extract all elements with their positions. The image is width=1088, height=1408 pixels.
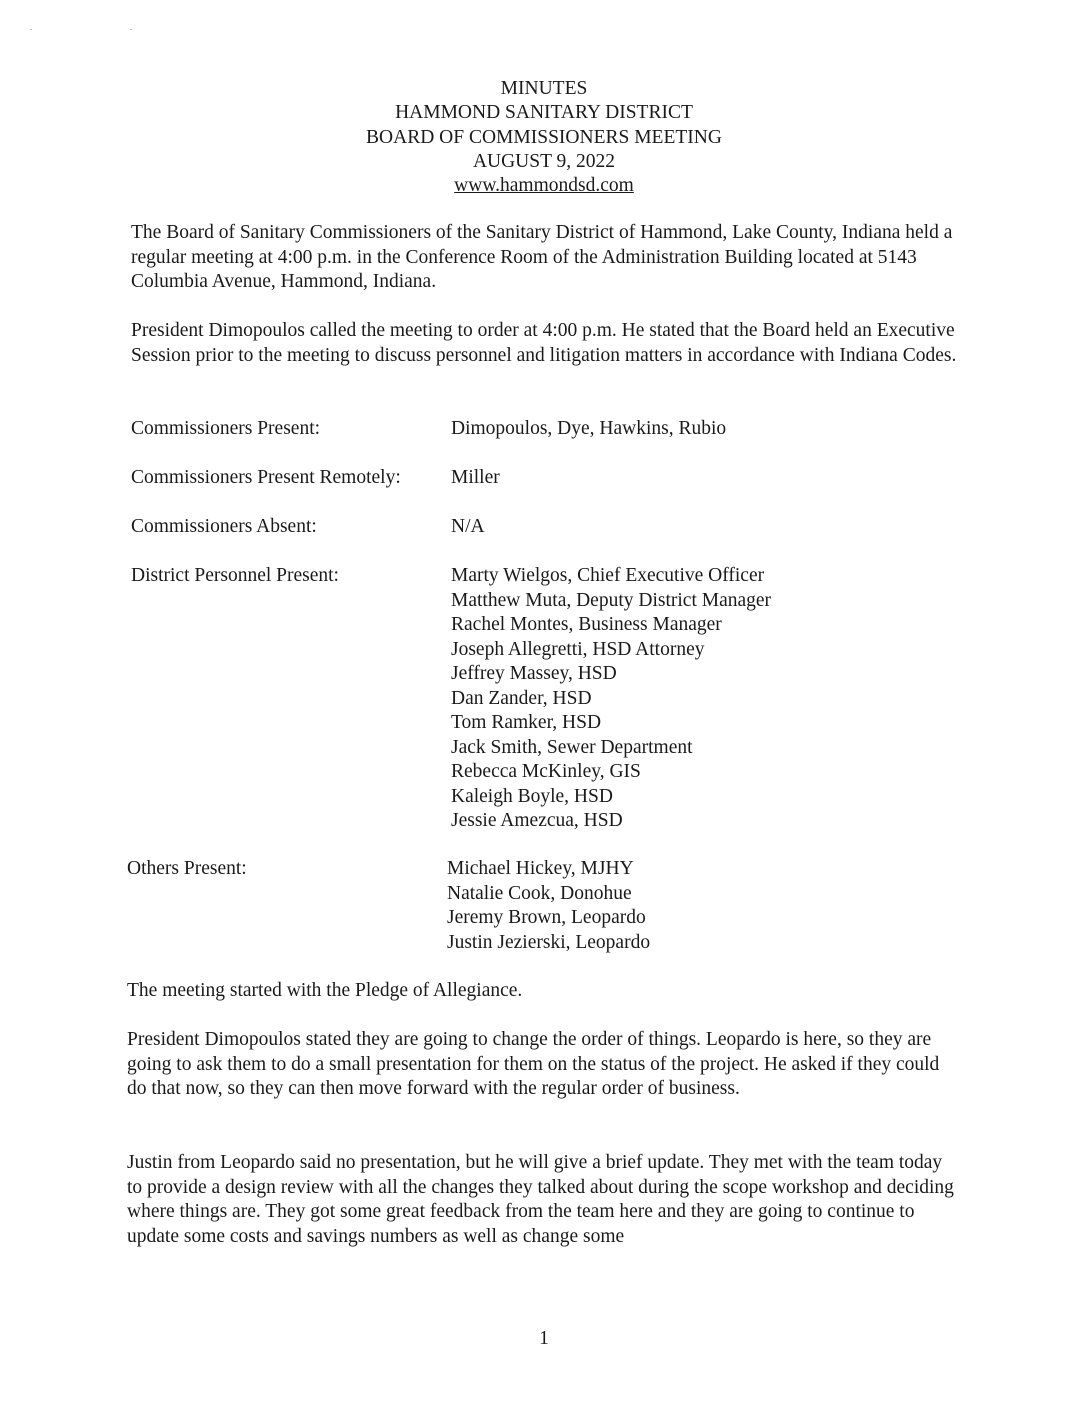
other-attendee-name: Justin Jezierski, Leopardo [447, 931, 651, 953]
personnel-name: Rachel Montes, Business Manager [451, 614, 722, 635]
district-personnel-row [131, 564, 961, 834]
order-change-paragraph: President Dimopoulos stated they are going to change the order of things. Leopardo is here, so they are going to ask them to do a small presentation for them on the status of the project. He asked if they could do that now, so they can then move forward with the regular order of business. [127, 1029, 940, 1099]
personnel-name: Rebecca McKinley, GIS [451, 761, 641, 782]
header-meeting: BOARD OF COMMISSIONERS MEETING [366, 126, 722, 148]
commissioners-present-label: Commissioners Present: [131, 418, 321, 439]
leopardo-update-paragraph: Justin from Leopardo said no presentation, but he will give a brief update. They met with the team today to provide a design review with all the changes they talked about during the scope workshop and deciding where things are. They got some great feedback from the team here and they are going to continue to update some costs and savings numbers as well as change some [127, 1152, 954, 1247]
personnel-name: Dan Zander, HSD [451, 687, 592, 709]
personnel-name: Joseph Allegretti, HSD Attorney [451, 638, 705, 660]
personnel-name: Marty Wielgos, Chief Executive Officer [451, 565, 765, 586]
personnel-name: Jeffrey Massey, HSD [451, 663, 617, 684]
personnel-name: Kaleigh Boyle, HSD [451, 785, 613, 807]
others-present-row [127, 857, 957, 955]
scan-specks: . . [30, 23, 180, 32]
commissioners-remote-value: Miller [451, 467, 500, 488]
others-present-label: Others Present: [127, 858, 247, 879]
header-title: MINUTES [500, 78, 588, 99]
header-website-link[interactable]: www.hammondsd.com [454, 175, 634, 197]
district-personnel-label: District Personnel Present: [131, 565, 339, 586]
personnel-name: Jack Smith, Sewer Department [451, 736, 693, 758]
page-number: 1 [539, 1328, 549, 1349]
personnel-name: Jessie Amezcua, HSD [451, 810, 623, 831]
document-header [0, 77, 1088, 198]
intro-paragraph: The Board of Sanitary Commissioners of the Sanitary District of Hammond, Lake County, Indiana held a regular meeting at 4:00 p.m. in the Conference Room of the Administration Building located at 5143 Columbia Avenue, Hammond, Indiana. [131, 222, 953, 292]
personnel-name: Matthew Muta, Deputy District Manager [451, 589, 772, 611]
commissioners-present-row [131, 417, 961, 442]
commissioners-absent-row [131, 515, 961, 540]
header-date: AUGUST 9, 2022 [472, 150, 616, 172]
other-attendee-name: Michael Hickey, MJHY [447, 858, 634, 879]
commissioners-absent-value: N/A [451, 516, 485, 537]
commissioners-absent-label: Commissioners Absent: [131, 516, 317, 537]
district-personnel-list [451, 564, 961, 834]
commissioners-remote-row [131, 466, 961, 491]
other-attendee-name: Natalie Cook, Donohue [447, 882, 632, 904]
call-to-order-paragraph: President Dimopoulos called the meeting to order at 4:00 p.m. He stated that the Board held an Executive Session prior to the meeting to discuss personnel and litigation matters in accordance with Indiana Codes. [131, 320, 957, 366]
others-present-list [447, 857, 957, 955]
commissioners-present-value: Dimopoulos, Dye, Hawkins, Rubio [451, 418, 727, 439]
personnel-name: Tom Ramker, HSD [451, 712, 602, 733]
other-attendee-name: Jeremy Brown, Leopardo [447, 907, 646, 928]
pledge-paragraph: The meeting started with the Pledge of Allegiance. [127, 980, 523, 1001]
commissioners-remote-label: Commissioners Present Remotely: [131, 467, 401, 488]
header-organization: HAMMOND SANITARY DISTRICT [395, 102, 693, 124]
